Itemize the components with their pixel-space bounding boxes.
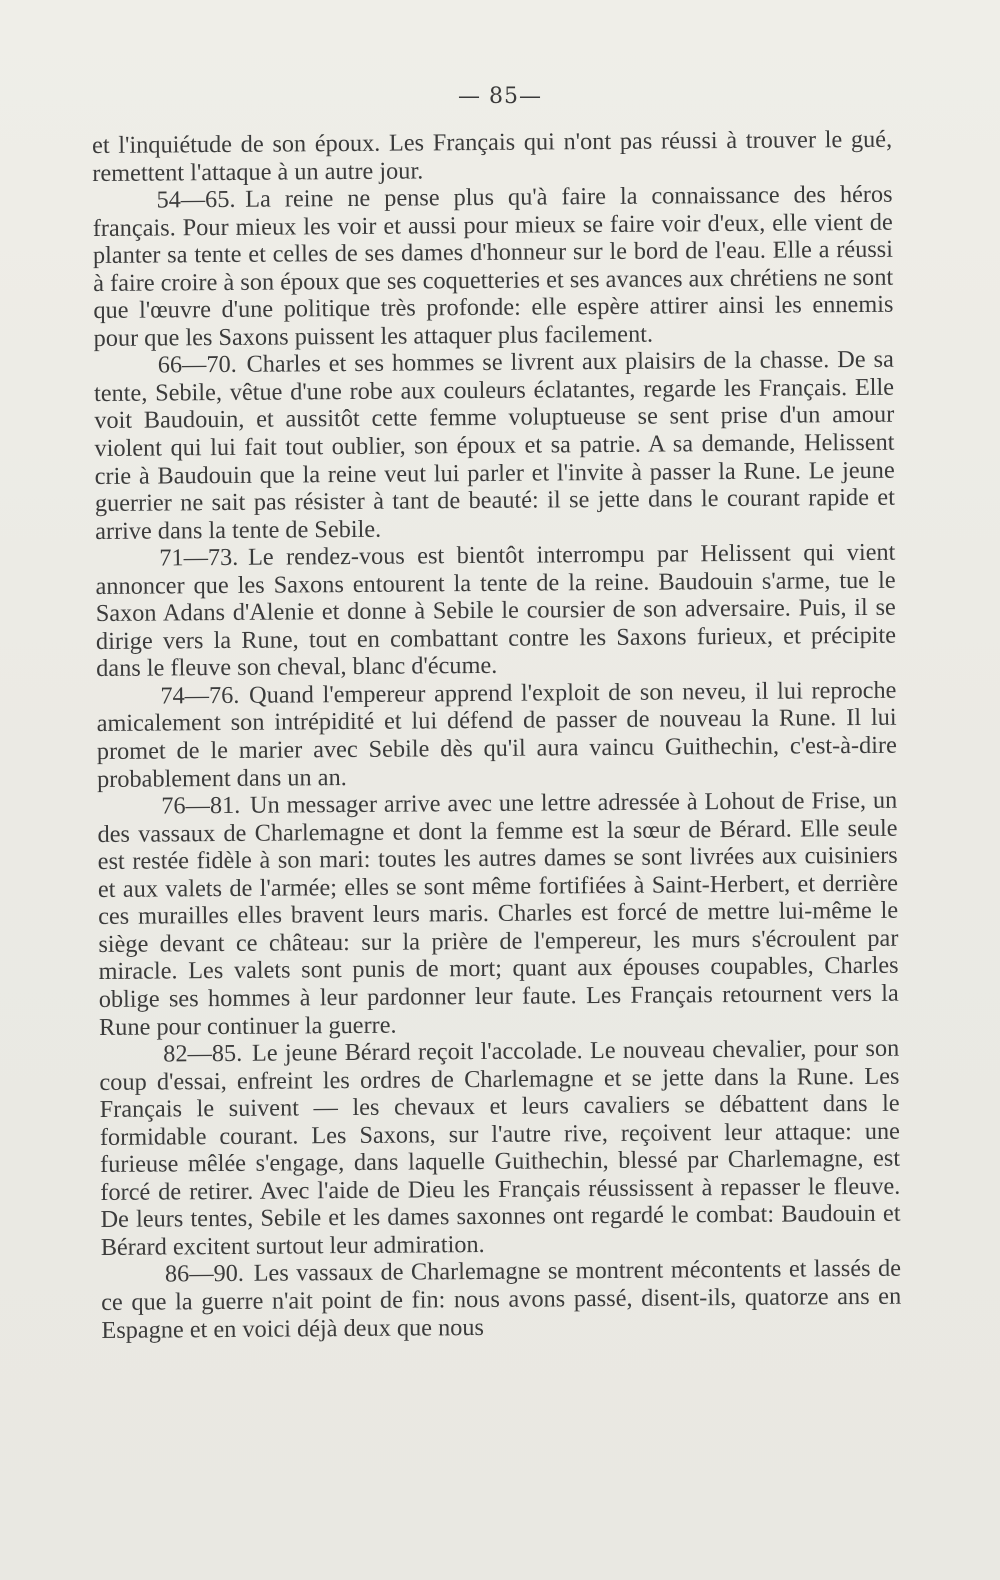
- paragraph-66-70: [94, 346, 895, 545]
- verse-reference: 66—70.: [157, 351, 237, 379]
- paragraph-86-90: [101, 1255, 902, 1344]
- paragraph-text: Charles et ses hommes se livrent aux plaisirs de la chasse. De sa tente, Sebile, vêtue d'une robe aux couleurs éclatantes, regarde les Français. Elle voit Baudouin, et aussitôt cette femme voluptueuse se sent prise d'un amour violent qui lui fait tout oublier, son époux et sa patrie. A sa demande, Helissent crie à Baudouin que la reine veut lui parler et l'invite à passer la Rune. Le jeune guerrier ne sait pas résister à tant de beauté: il se jette dans le courant rapide et arrive dans la tente de Sebile.: [93, 346, 895, 545]
- paragraph-text: Quand l'empereur apprend l'exploit de son neveu, il lui reproche amicalement son intrépidité et lui défend de passer de nouveau la Rune. Il lui promet de le marier avec Sebile dès qu'il aura vaincu Guithechin, c'est-à-dire probablement dans un an.: [96, 676, 897, 793]
- paragraph-intro: [92, 126, 892, 187]
- paragraph-text: Le jeune Bérard reçoit l'accolade. Le nouveau chevalier, pour son coup d'essai, enfreint les ordres de Charlemagne et se jette dans la Rune. Les Français le suivent — les chevaux et leurs cavaliers se débattent dans le formidable courant. Les Saxons, sur l'autre rive, reçoivent leur attaque: une furieuse mêlée s'engage, dans laquelle Guithechin, blessé par Charlemagne, est forcé de retirer. Avec l'aide de Dieu les Français réussissent à repasser le fleuve. De leurs tentes, Sebile et les dames saxonnes ont regardé le combat: Baudouin et Bérard excitent surtout leur admiration.: [99, 1034, 901, 1261]
- page-number: — 85—: [458, 84, 542, 109]
- paragraph-text: Un messager arrive avec une lettre adressée à Lohout de Frise, un des vassaux de Charlemagne et dont la femme est la sœur de Bérard. Elle seule est restée fidèle à son mari: toutes les autres dames se sont livrées aux cuisiniers et aux valets de l'armée; elles se sont même fortifiées à Saint-Herbert, et derrière ces murailles elles bravent leurs maris. Charles est forcé de mettre lui-même le siège devant ce château: sur la prière de l'empereur, les murs s'écroulent par miracle. Les valets sont punis de mort; quant aux épouses coupables, Charles oblige ses hommes à leur pardonner leur faute. Les Français retournent vers la Rune pour continuer la guerre.: [97, 786, 899, 1041]
- paragraph-74-76: [96, 677, 897, 793]
- paragraph-71-73: [95, 539, 896, 683]
- paragraph-text: et l'inquiétude de son époux. Les Français qui n'ont pas réussi à trouver le gué, remettent l'attaque à un autre jour.: [92, 125, 893, 187]
- verse-reference: 74—76.: [160, 681, 240, 710]
- paragraph-82-85: [99, 1035, 901, 1262]
- paragraph-54-65: [92, 181, 893, 353]
- paragraph-76-81: [97, 787, 899, 1041]
- paragraph-text: Les vassaux de Charlemagne se montrent mécontents et lassés de ce que la guerre n'ait point de fin: nous avons passé, disent-ils, quatorze ans en Espagne et en voici déjà deux que nous: [101, 1255, 902, 1344]
- verse-reference: 71—73.: [159, 544, 239, 572]
- verse-reference: 86—90.: [164, 1260, 245, 1288]
- verse-reference: 54—65.: [156, 185, 236, 214]
- paragraph-text: Le rendez-vous est bientôt interrompu par Helissent qui vient annoncer que les Saxons entourent la tente de la reine. Baudouin s'arme, tue le Saxon Adans d'Alenie et donne à Sebile le coursier de son adversaire. Puis, il se dirige vers la Rune, tout en combattant contre les Saxons furieux, et précipite dans le fleuve son cheval, blanc d'écume.: [95, 538, 897, 683]
- verse-reference: 82—85.: [163, 1039, 243, 1068]
- paragraph-text: La reine ne pense plus qu'à faire la connaissance des héros français. Pour mieux les voir et aussi pour mieux se faire voir d'eux, elle vient de planter sa tente et celles de ses dames d'honneur sur le bord de l'eau. Elle a réussi à faire croire à son époux que ses coquetteries et ses avances aux chrétiens ne sont que l'œuvre d'une politique très profonde: elle espère attirer ainsi les ennemis pour que les Saxons puissent les attaquer plus facilement.: [92, 180, 894, 352]
- page-text: [92, 126, 901, 1344]
- verse-reference: 76—81.: [161, 791, 241, 820]
